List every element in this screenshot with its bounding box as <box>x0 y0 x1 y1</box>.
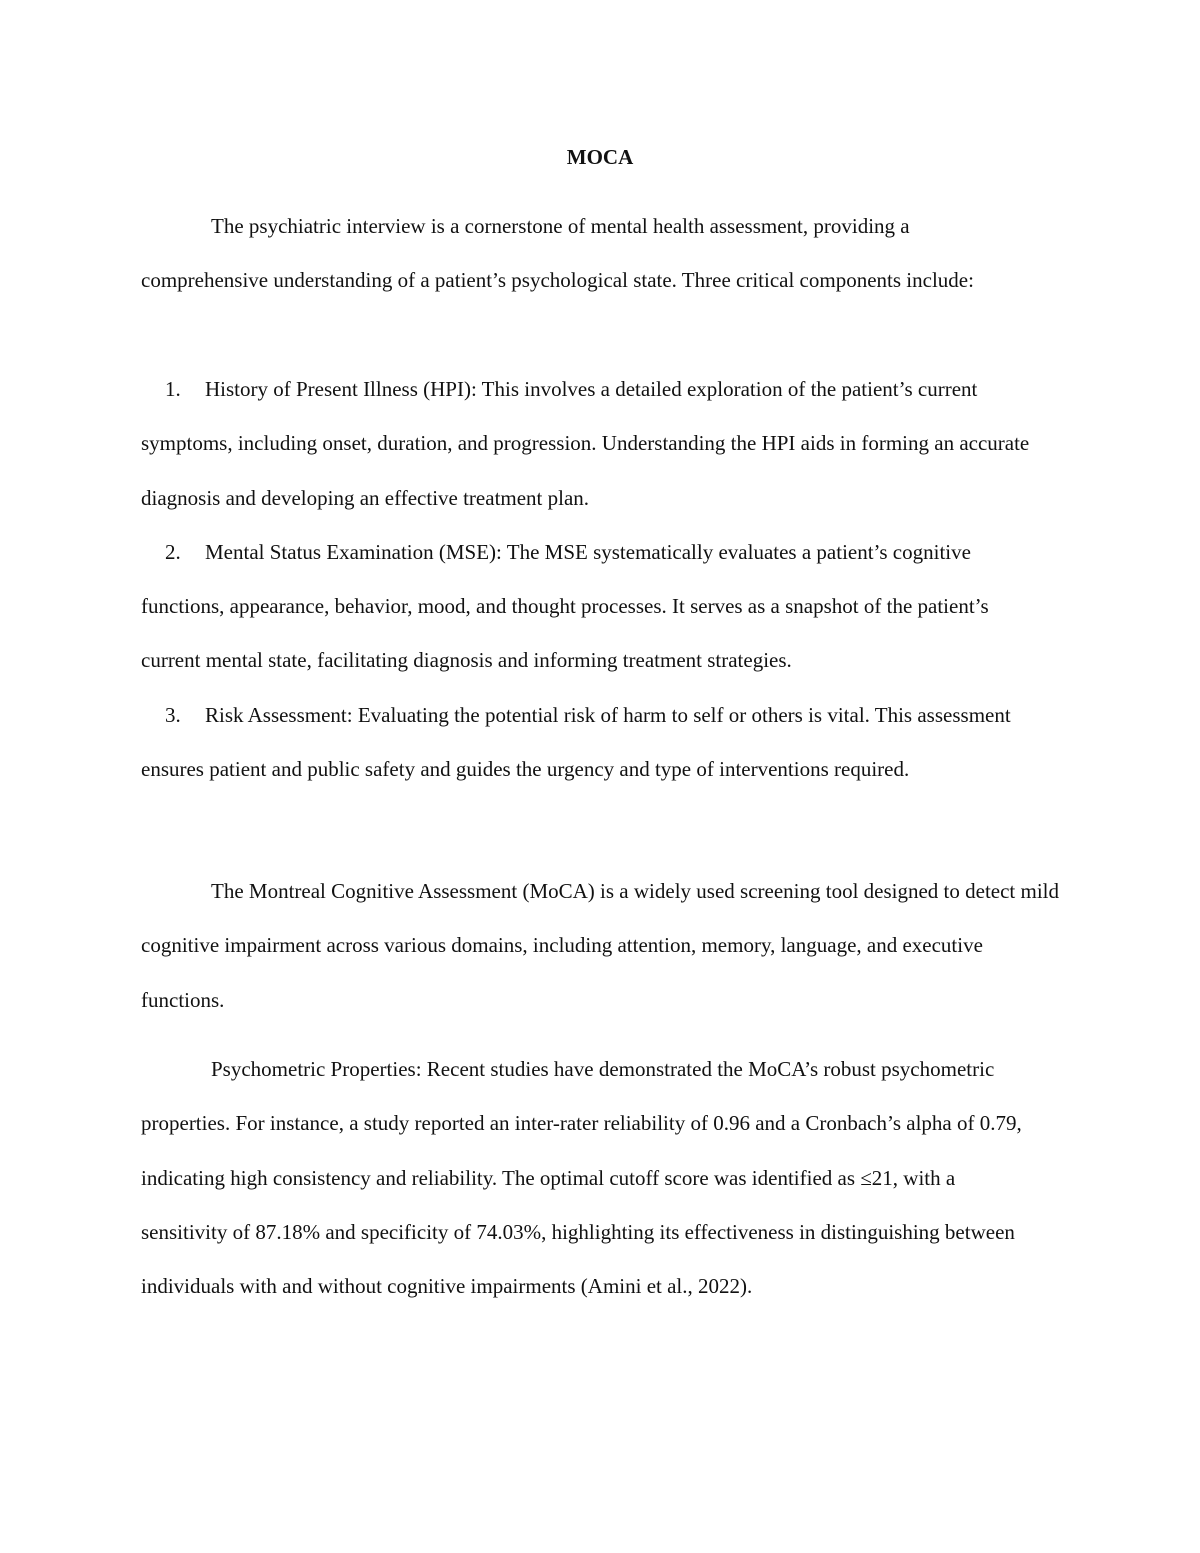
list-item-number: 1. <box>165 377 181 401</box>
components-list <box>141 362 1031 796</box>
list-item-text: Mental Status Examination (MSE): The MSE systematically evaluates a patient’s cognitive functions, appearance, behavior, mood, and thought processes. It serves as a snapshot of the patient’s current mental state, facilitating diagnosis and informing treatment strategies. <box>141 539 989 673</box>
list-item <box>141 362 1031 525</box>
list-item-number: 2. <box>165 539 181 564</box>
moca-paragraph: The Montreal Cognitive Assessment (MoCA) is a widely used screening tool designed to detect mild cognitive impairment across various domains, including attention, memory, language, and executive functions. <box>141 879 1060 1012</box>
list-item-text: History of Present Illness (HPI): This involves a detailed exploration of the patient’s current symptoms, including onset, duration, and progression. Understanding the HPI aids in forming an accurate diagnosis and developing an effective treatment plan. <box>141 377 1030 510</box>
list-item-text: Risk Assessment: Evaluating the potential risk of harm to self or others is vital. This assessment ensures patient and public safety and guides the urgency and type of interventions required. <box>141 702 1011 782</box>
list-item <box>141 688 1031 797</box>
document-title: MOCA <box>566 145 634 169</box>
intro-paragraph: The psychiatric interview is a cornerstone of mental health assessment, providing a comprehensive understanding of a patient’s psychological state. Three critical components include: <box>141 214 974 293</box>
list-item <box>141 525 1031 688</box>
psychometric-paragraph: Psychometric Properties: Recent studies have demonstrated the MoCA’s robust psychometric properties. For instance, a study reported an inter-rater reliability of 0.96 and a Cronbach’s alpha of 0.79, indicating high consistency and reliability. The optimal cutoff score was identified as ≤21, with a sensitivity of 87.18% and specificity of 74.03%, highlighting its effectiveness in distinguishing between individuals with and without cognitive impairments (Amini et al., 2022). <box>141 1057 1022 1299</box>
list-item-number: 3. <box>165 702 181 727</box>
